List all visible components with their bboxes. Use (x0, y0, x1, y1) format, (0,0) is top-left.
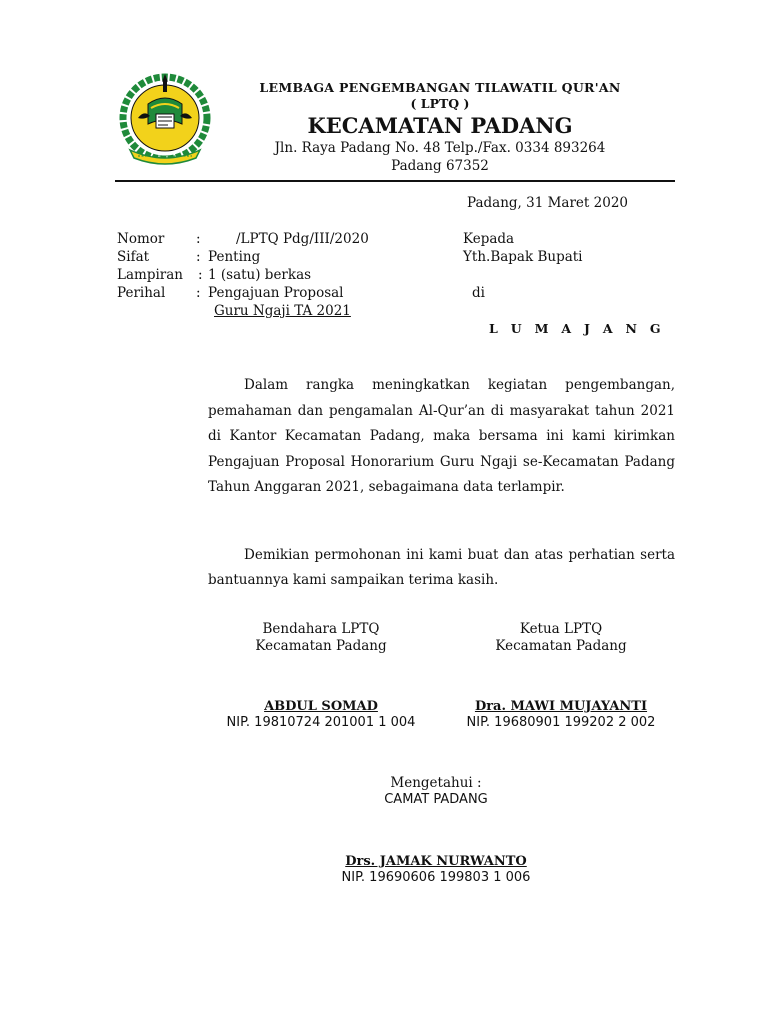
perihal-value-continued: Guru Ngaji TA 2021 (214, 303, 351, 319)
letter-date: Padang, 31 Maret 2020 (467, 195, 628, 211)
left-signatory-role: Bendahara LPTQ (262, 621, 380, 637)
nomor-label: Nomor (117, 231, 165, 247)
right-signatory-unit: Kecamatan Padang (495, 638, 627, 654)
right-signatory-role: Ketua LPTQ (519, 621, 603, 637)
perihal-colon: : (196, 285, 201, 301)
nomor-value: /LPTQ Pdg/III/2020 (236, 231, 369, 247)
right-signatory-nip: NIP. 19680901 199202 2 002 (466, 715, 656, 730)
camat-role: CAMAT PADANG (384, 792, 488, 807)
recipient-di: di (472, 285, 485, 301)
lampiran-value: 1 (satu) berkas (208, 267, 312, 283)
body-paragraph-2 (208, 543, 675, 593)
left-signatory-unit: Kecamatan Padang (255, 638, 387, 654)
left-signatory-nip: NIP. 19810724 201001 1 004 (226, 715, 416, 730)
lampiran-label: Lampiran (117, 267, 183, 283)
right-signatory-name: Dra. MAWI MUJAYANTI (474, 699, 648, 714)
camat-nip: NIP. 19690606 199803 1 006 (341, 870, 531, 885)
camat-name: Drs. JAMAK NURWANTO (345, 854, 527, 869)
org-abbreviation: ( LPTQ ) (410, 96, 470, 111)
paragraph-1-text: Dalam rangka meningkatkan kegiatan pengembangan, pemahaman dan pengamalan Al-Qur’an di masyarakat tahun 2021 di Kantor Kecamatan Padang, maka bersama ini kami kirimkan Pengajuan Proposal Honorarium Guru Ngaji se-Kecamatan Padang Tahun Anggaran 2021, sebagaimana data terlampir. (208, 377, 675, 495)
lptq-logo (118, 70, 212, 170)
sifat-value: Penting (208, 249, 261, 265)
body-paragraph-1 (208, 373, 675, 501)
recipient-kepada: Kepada (463, 231, 515, 247)
org-name: LEMBAGA PENGEMBANGAN TILAWATIL QUR'AN (259, 80, 621, 95)
recipient-name: Yth.Bapak Bupati (463, 249, 583, 265)
recipient-place: L U M A J A N G (489, 321, 665, 336)
sifat-colon: : (196, 249, 201, 265)
acknowledge-label: Mengetahui : (390, 775, 482, 791)
perihal-value: Pengajuan Proposal (208, 285, 344, 301)
org-address: Jln. Raya Padang No. 48 Telp./Fax. 0334 893264 (274, 140, 606, 156)
org-city: Padang 67352 (391, 158, 489, 174)
nomor-colon: : (196, 231, 201, 247)
lptq-emblem-icon (118, 70, 212, 170)
letterhead-title: KECAMATAN PADANG (307, 113, 573, 138)
left-signatory-name: ABDUL SOMAD (264, 699, 378, 714)
lampiran-colon: : (198, 267, 203, 283)
letterhead-divider (115, 180, 675, 182)
sifat-label: Sifat (117, 249, 150, 265)
perihal-label: Perihal (117, 285, 166, 301)
paragraph-2-text: Demikian permohonan ini kami buat dan atas perhatian serta bantuannya kami sampaikan terima kasih. (208, 547, 675, 588)
